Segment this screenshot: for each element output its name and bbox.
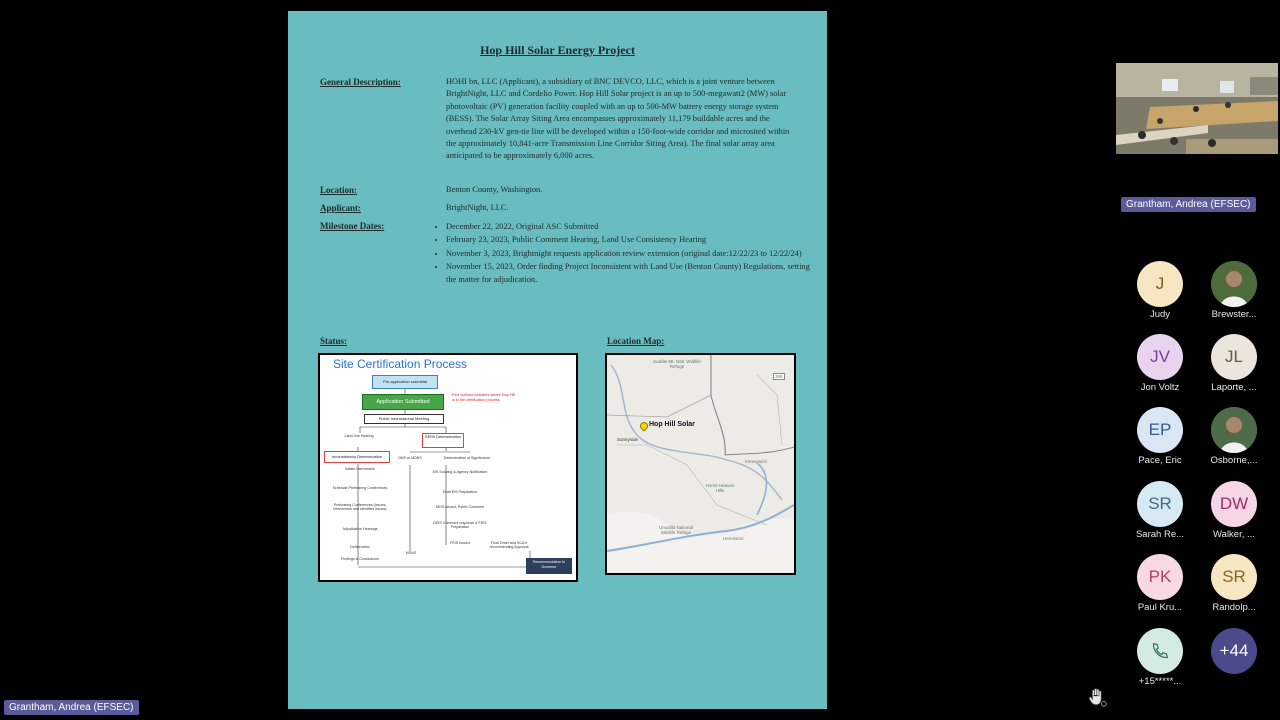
avatar-initials: DW [1219,494,1249,513]
participant-avatar [1137,261,1183,307]
location-map [605,353,796,575]
route-shield: 395 [775,374,783,379]
participant-photo [1211,407,1257,453]
slide-title: Hop Hill Solar Energy Project [480,43,635,57]
participant-tile[interactable] [1123,407,1197,466]
location-map-label: Location Map: [607,336,665,346]
left-step: Prehearing Conferences (Issues, intervention and identifies issues) [333,503,387,511]
participant-avatar [1211,334,1257,380]
participant-avatar [1137,334,1183,380]
site-certification-flowchart [318,353,578,582]
participant-tile[interactable] [1123,261,1197,320]
milestone-list [434,221,810,287]
milestone-item: • November 3, 2023, Brightnight requests application review extension (original date:12/22/23 to 12/22/24) [446,248,810,260]
participant-name: Brewster... [1211,309,1257,320]
participant-tile[interactable] [1197,261,1271,320]
presenter-name-tag: Grantham, Andrea (EFSEC) [4,700,139,715]
room-scene [1116,63,1278,154]
participant-tile[interactable] [1123,628,1197,687]
participant-name: +15*****... [1138,676,1182,687]
participant-avatar [1137,481,1183,527]
mid-step: FEIS Issued [450,541,470,545]
applicant-value: BrightNight, LLC. [446,203,509,212]
map-label-umatilla: Umatilla National Wildlife Refuge [658,525,693,535]
raise-hand-icon[interactable] [1086,686,1108,708]
participant-name: Jon Voltz [1140,382,1180,393]
left-step: Initiate Intervention [344,467,376,471]
red-outline-note: Red outlined indicates where Hop Hill is in the certification process [452,393,516,402]
left-step: Adjudicative Hearings [342,527,378,531]
participant-name: Paul Kru... [1137,602,1183,613]
participant-tile[interactable] [1123,554,1197,613]
map-label-horse-heaven: Horse Heaven Hills [705,483,735,493]
left-step: Deliberation [350,545,370,549]
participant-tile[interactable] [1197,334,1271,393]
general-description-label: General Description: [320,77,401,87]
mid-step: DEIS Issued, Public Comment [435,505,485,509]
recommendation-box: Recommendation to Governor [526,558,572,574]
location-value: Benton County, Washington. [446,185,543,194]
left-step: Findings & Conclusions [341,557,379,561]
inconsistency-determination-box: Inconsistency Determination [324,451,390,463]
participant-tile[interactable] [1123,334,1197,393]
participant-name: Judy [1149,309,1171,320]
avatar-initials: EP [1148,420,1172,439]
participant-name: Walker, ... [1213,529,1255,540]
land-use-hearing: Land Use Hearing [344,434,374,438]
shared-slide [288,11,827,709]
participant-name: Pace, Eric [1138,455,1182,466]
participant-tile[interactable] [1197,554,1271,613]
participant-name: Randolp... [1212,602,1256,613]
participant-name: Laporte, ... [1211,382,1257,393]
participant-avatar [1211,628,1257,674]
location-label: Location: [320,185,357,195]
participant-photo [1211,261,1257,307]
final-order-label: Final Order and SCA if recommending Approval [489,541,529,549]
hop-hill-label: Hop Hill Solar [649,421,695,428]
map-label-hermiston: Hermiston [723,536,744,541]
dns-mdns-label: DNS or MDNS [398,456,422,460]
milestone-item: • December 22, 2022, Original ASC Submitted [446,221,810,233]
participant-name: Sarah Re... [1135,529,1185,540]
pre-application-box: Pre-application submittal [372,375,438,389]
map-terrain [607,355,794,573]
flowchart-title: Site Certification Process [333,357,468,371]
applicant-label: Applicant: [320,203,362,213]
milestone-label: Milestone Dates: [320,221,385,231]
active-speaker-tag: Grantham, Andrea (EFSEC) [1121,197,1256,212]
milestone-item: • February 23, 2023, Public Comment Hearing, Land Use Consistency Hearing [446,234,810,246]
significance-label: Determination of Significance [443,456,491,460]
participant-tile[interactable] [1197,628,1271,674]
milestone-item: • November 15, 2023, Order finding Project Inconsistent with Land Use (Benton County) Regulations, setting the matter for adjudication. [446,261,810,286]
avatar-initials: +44 [1219,641,1249,660]
avatar-initials: JV [1150,347,1170,366]
participant-avatar [1211,554,1257,600]
participant-name: Osborne,... [1210,455,1258,466]
participant-avatar [1211,481,1257,527]
avatar-initials: JL [1225,347,1243,366]
mid-step: DEIS Comment response & FEIS Preparation [433,521,487,529]
map-label-sunnyside: Sunnyside [617,437,639,442]
map-label-top: Saddle Mt. Natl. Wildlife Refuge [653,359,701,369]
public-meeting-box: Public Informational Meeting [364,414,444,424]
application-submitted-box: Application Submitted [362,394,444,410]
status-label: Status: [320,336,348,346]
mdns-bottom-label: MDNS [405,551,417,555]
participant-avatar [1137,554,1183,600]
avatar-initials: SR [1148,494,1172,513]
sepa-determination-box: SEPA Determination [422,433,464,448]
map-label-kennewick: Kennewick [745,459,767,464]
mid-step: Draft EIS Preparation [442,490,478,494]
room-video-thumbnail[interactable] [1116,63,1278,154]
mid-step: EIS Scoping & Agency Notification [432,470,488,474]
phone-icon [1137,628,1183,674]
participant-tile[interactable] [1197,481,1271,540]
participant-tile[interactable] [1197,407,1271,466]
participant-tile[interactable] [1123,481,1197,540]
general-description-text: HOHI bn, LLC (Applicant), a subsidiary of BNC DEVCO, LLC, which is a joint venture between BrightNight, LLC and Cordelio Power. Hop Hill Solar project is an up to 500-megawatt2 (MW) solar photovoltaic (PV) generation facility coupled with an up to 500-MW battery energy storage system (BESS). The Solar Array Siting Area encompasses approximately 11,179 buildable acres and the overhead 230-kV gen-tie line will be developed within a 150-foot-wide corridor and microsited within the approximately 10,841-acre Transmission Line Corridor Siting Area). The final solar array area anticipated to be approximately 6,000 acres. [446,77,790,161]
avatar-initials: SR [1222,567,1246,586]
participant-avatar [1137,407,1183,453]
left-step: Schedule Prehearing Conferences [332,486,388,490]
avatar-initials: J [1155,274,1165,293]
avatar-initials: PK [1148,567,1172,586]
